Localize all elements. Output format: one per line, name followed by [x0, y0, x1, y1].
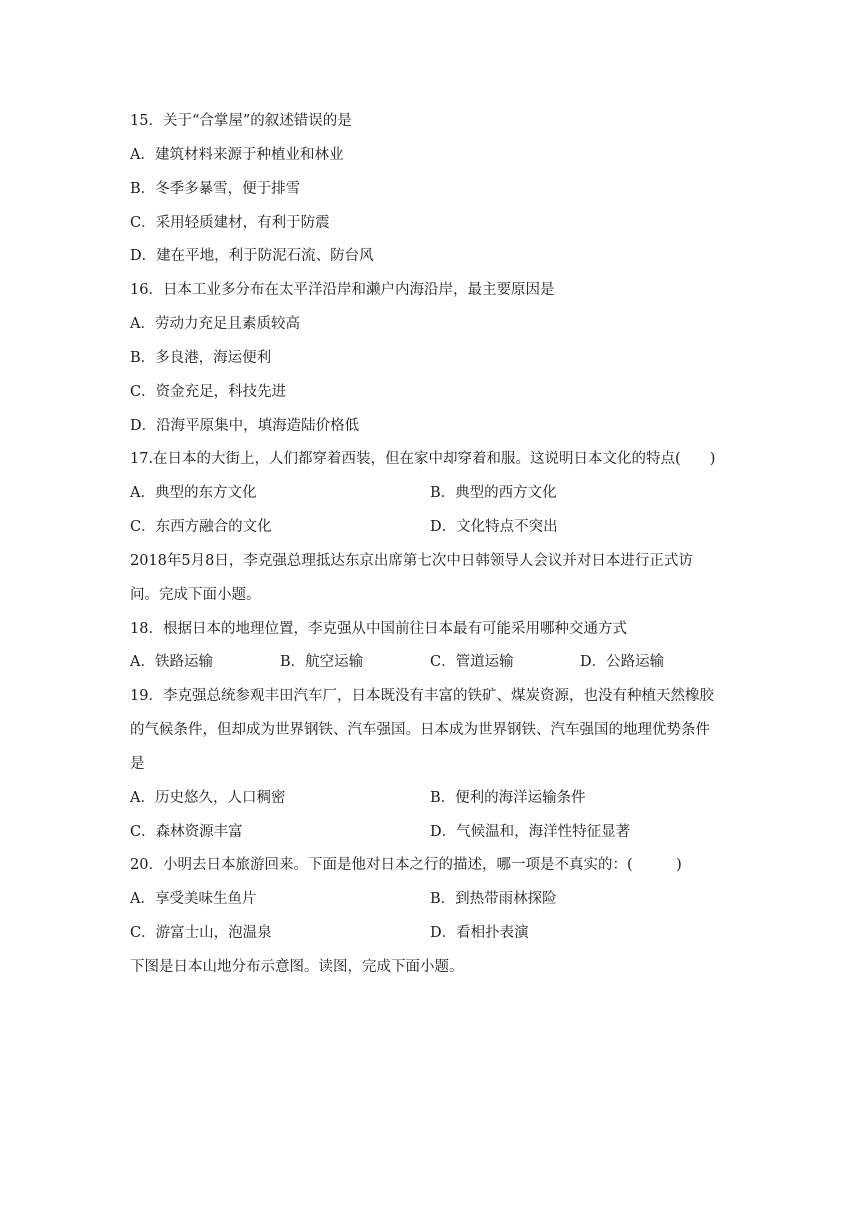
question-15-stem: 15．关于“合掌屋”的叙述错误的是 [130, 113, 352, 129]
question-16-stem: 16．日本工业多分布在太平洋沿岸和濑户内海沿岸，最主要原因是 [130, 282, 555, 298]
question-18-stem: 18．根据日本的地理位置，李克强从中国前往日本最有可能采用哪种交通方式 [130, 621, 627, 637]
question-17-option-d: D．文化特点不突出 [430, 519, 558, 535]
question-16-option-c: C．资金充足，科技先进 [130, 384, 287, 400]
question-17-option-c: C．东西方融合的文化 [130, 519, 272, 535]
question-15-option-b: B．冬季多暴雪，便于排雪 [130, 181, 301, 197]
question-15-option-d: D．建在平地，利于防泥石流、防台风 [130, 248, 374, 264]
question-17-option-b: B．典型的西方文化 [430, 485, 557, 501]
question-20-stem: 20．小明去日本旅游回来。下面是他对日本之行的描述，哪一项是不真实的：( ) [130, 857, 682, 873]
question-15-option-c: C．采用轻质建材，有利于防震 [130, 215, 330, 231]
passage-1-line-2: 问。完成下面小题。 [130, 587, 261, 603]
passage-1-line-1: 2018年5月8日，李克强总理抵达东京出席第七次中日韩领导人会议并对日本进行正式访 [130, 553, 693, 569]
question-19-stem-line-2: 的气候条件，但却成为世界钢铁、汽车强国。日本成为世界钢铁、汽车强国的地理优势条件 [130, 722, 710, 738]
question-18-option-d: D．公路运输 [580, 654, 665, 670]
question-19-option-c: C．森林资源丰富 [130, 824, 243, 840]
question-16-option-d: D．沿海平原集中，填海造陆价格低 [130, 418, 360, 434]
question-19-stem-line-1: 19．李克强总统参观丰田汽车厂，日本既没有丰富的铁矿、煤炭资源，也没有种植天然橡胶 [130, 688, 714, 704]
question-18-option-a: A．铁路运输 [130, 654, 213, 670]
question-18-option-c: C．管道运输 [430, 654, 514, 670]
question-15-option-a: A．建筑材料来源于种植业和林业 [130, 147, 344, 163]
question-20-option-c: C．游富士山，泡温泉 [130, 925, 272, 941]
passage-2: 下图是日本山地分布示意图。读图，完成下面小题。 [130, 959, 464, 975]
question-19-option-b: B．便利的海洋运输条件 [430, 790, 586, 806]
question-18-option-b: B．航空运输 [280, 654, 364, 670]
question-20-option-d: D．看相扑表演 [430, 925, 529, 941]
question-17-stem: 17.在日本的大街上，人们都穿着西装，但在家中却穿着和服。这说明日本文化的特点( ) [130, 451, 716, 467]
question-20-option-a: A．享受美味生鱼片 [130, 891, 257, 907]
question-20-option-b: B．到热带雨林探险 [430, 891, 557, 907]
question-19-option-a: A．历史悠久，人口稠密 [130, 790, 286, 806]
question-19-option-d: D．气候温和，海洋性特征显著 [430, 824, 631, 840]
question-16-option-a: A．劳动力充足且素质较高 [130, 316, 300, 332]
question-16-option-b: B．多良港，海运便利 [130, 350, 272, 366]
question-17-option-a: A．典型的东方文化 [130, 485, 257, 501]
question-19-stem-line-3: 是 [130, 756, 145, 772]
